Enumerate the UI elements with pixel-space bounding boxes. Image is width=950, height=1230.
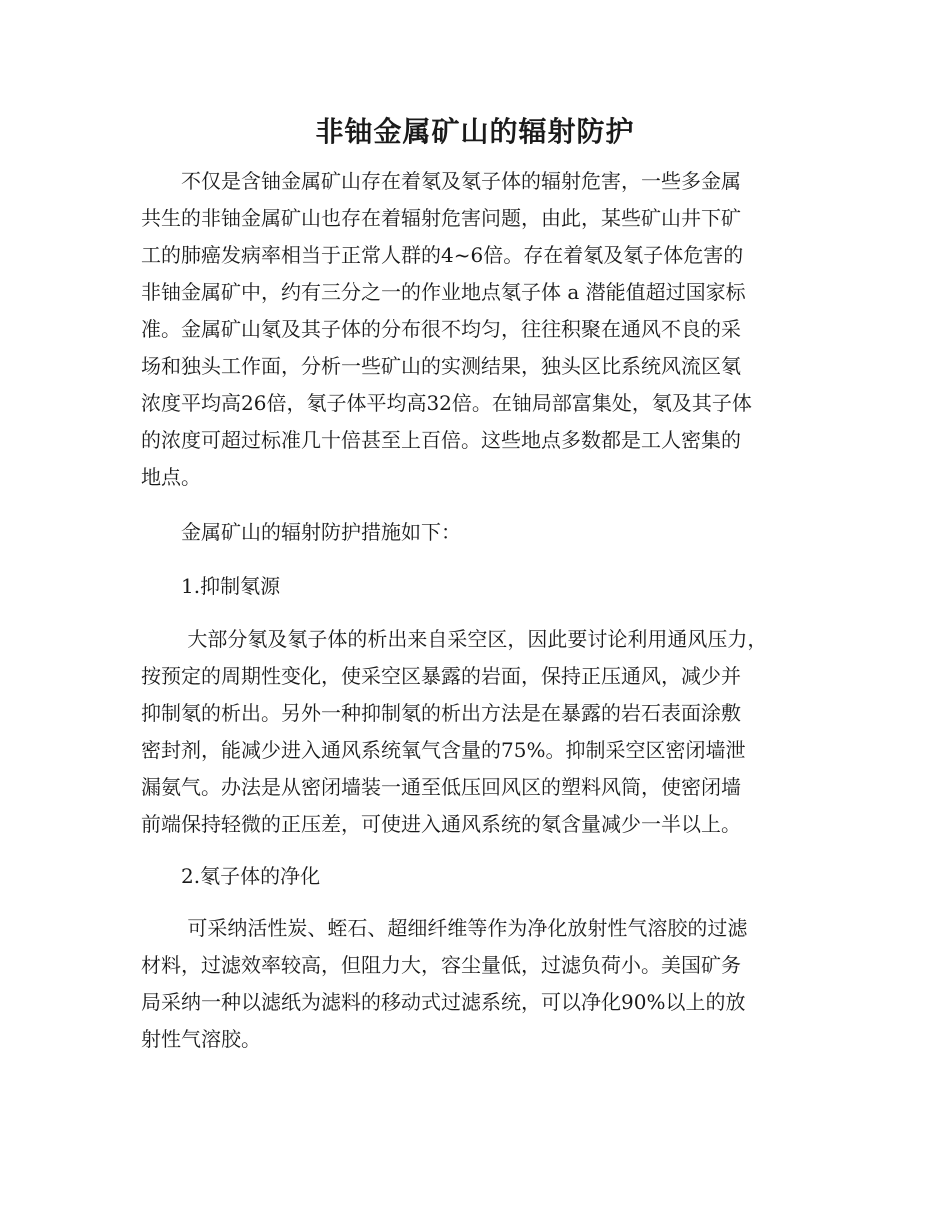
intro-line: 浓度平均高26倍，氡子体平均高32倍。在铀局部富集处，氡及其子体 (141, 391, 752, 415)
document-title: 非铀金属矿山的辐射防护 (315, 115, 635, 148)
intro-line: 非铀金属矿中，约有三分之一的作业地点氡子体 a 潜能值超过国家标 (141, 280, 746, 304)
intro-line: 工的肺癌发病率相当于正常人群的4~6倍。存在着氡及氡子体危害的 (141, 243, 744, 267)
intro-line: 共生的非铀金属矿山也存在着辐射危害问题，由此，某些矿山井下矿 (141, 206, 741, 230)
intro-line: 不仅是含铀金属矿山存在着氡及氡子体的辐射危害，一些多金属 (141, 169, 741, 193)
intro-line: 地点。 (141, 465, 201, 489)
measures-intro: 金属矿山的辐射防护措施如下： (141, 520, 461, 544)
intro-line: 场和独头工作面，分析一些矿山的实测结果，独头区比系统风流区氡 (141, 354, 741, 378)
section-heading: 1.抑制氡源 (141, 574, 281, 598)
section2-line: 材料，过滤效率较高，但阻力大，容尘量低，过滤负荷小。美国矿务 (141, 953, 741, 977)
intro-line: 的浓度可超过标准几十倍甚至上百倍。这些地点多数都是工人密集的 (141, 428, 741, 452)
section2-line: 局采纳一种以滤纸为滤料的移动式过滤系统，可以净化90%以上的放 (141, 990, 746, 1014)
section1-line: 按预定的周期性变化，使采空区暴露的岩面，保持正压通风，减少并 (141, 664, 741, 688)
section1-line: 抑制氡的析出。另外一种抑制氡的析出方法是在暴露的岩石表面涂敷 (141, 701, 741, 725)
intro-line: 准。金属矿山氡及其子体的分布很不均匀，往往积聚在通风不良的采 (141, 317, 741, 341)
section2-line: 射性气溶胶。 (141, 1027, 261, 1051)
section-heading: 2.氡子体的净化 (141, 864, 321, 888)
section2-line: 可采纳活性炭、蛭石、超细纤维等作为净化放射性气溶胶的过滤 (141, 916, 748, 940)
section1-line: 密封剂，能减少进入通风系统氧气含量的75%。抑制采空区密闭墙泄 (141, 738, 746, 762)
section1-line: 大部分氡及氡子体的析出来自采空区，因此要讨论利用通风压力， (141, 627, 768, 651)
section1-line: 漏氨气。办法是从密闭墙装一通至低压回风区的塑料风筒，使密闭墙 (141, 775, 741, 799)
section1-line: 前端保持轻微的正压差，可使进入通风系统的氡含量减少一半以上。 (141, 812, 741, 836)
